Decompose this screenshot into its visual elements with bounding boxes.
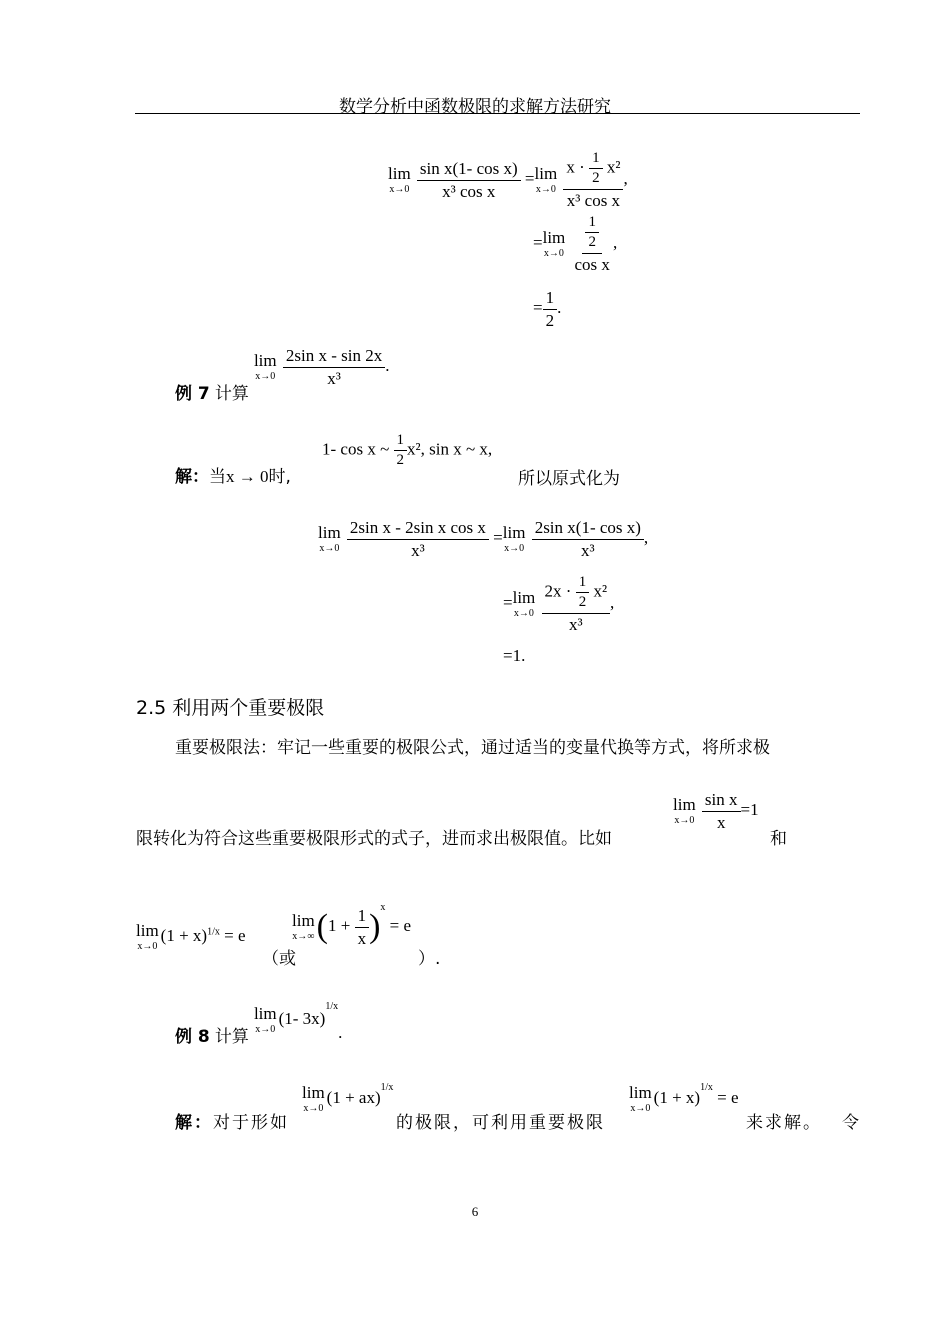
important-limit-e-infinity: lim x→∞ (1 + $\frac{1}{x}$ )$^x$ = e [292,902,412,948]
solution8-form2: lim x→0 $(1 + x)^{1/x} = e$ [629,1082,739,1114]
fraction: $\frac{\text{sin x(1- cos x)}}{\text{x³ cos x}}$ [417,159,521,201]
important-limit-e: lim x→0 $(1 + x)^{1/x} = e$ [136,921,246,952]
solution8-text2: 的极限，可利用重要极限 [396,1113,605,1133]
example8: 例 8 计算 lim x→0 (1- 3x)$^{1/x}$. [175,1001,343,1047]
derivation2-result: =1. [503,646,526,665]
limit-operator: lim x→0 [542,228,566,260]
fraction: $\frac{1}{2}$ [543,288,558,330]
derivation1-line3: = $\frac{1}{2}$ . [533,288,562,330]
solution7-tail: 所以原式化为 [518,469,620,489]
paragraph-or-open: （或 [262,949,296,969]
paragraph-line1: 重要极限法：牢记一些重要的极限公式，通过适当的变量代换等方式，将所求极 [175,738,770,758]
limit-operator: lim x→0 [534,164,558,196]
page-header-title: 数学分析中函数极限的求解方法研究 [339,97,611,117]
derivation2-line2: = lim x→0 2x · $\frac{1}{2}$ x² x³ , [503,574,615,634]
fraction: x · $\frac{1}{2}$ x² x³ cos x [563,150,623,210]
page-number: 6 [471,1204,479,1219]
solution8-form: lim x→0 (1 + ax)$^{1/x}$ [302,1082,394,1114]
solution7-intro: 解：当x → 0时, [175,467,291,487]
solution8-text3: 来求解。 [746,1113,822,1133]
paragraph-line2: 限转化为符合这些重要极限形式的式子，进而求出极限值。比如 [136,829,612,849]
solution7-equivalence: 1- cos x ~ $\frac{1}{2}$ x², sin x ~ x, [322,432,493,469]
example7: 例 7 计算 lim x→0 $\frac{\text{2sin x - sin 2x}}{\text{x³}}$ . [175,346,390,404]
paragraph-or-close: ）. [418,949,441,969]
derivation2-line1: lim x→0 $\frac{\text{2sin x - 2sin x cos x}}{\text{x³}}$ = lim x→0 $\frac{\text{2sin x(1- cos x)}}{\text{x³}}$ , [318,518,649,560]
derivation1-line2: = lim x→0 $\frac{\frac{1}{2}}{\text{cos x}}$ , [533,214,618,274]
limit-operator: lim x→0 [388,164,411,196]
important-limit-sin: lim x→0 $\frac{\text{sin x}}{x}$ =1 [673,790,759,832]
example-label: 例 7 [175,383,210,404]
paragraph-and: 和 [770,829,787,849]
section-heading: 2.5 利用两个重要极限 [136,697,325,719]
header-rule [135,113,860,114]
fraction: $\frac{\frac{1}{2}}{\text{cos x}}$ [574,214,610,274]
solution8-intro: 解：对于形如 [175,1113,289,1133]
derivation1-line1: lim x→0 $\frac{\text{sin x(1- cos x)}}{\text{x³ cos x}}$ = lim x→0 x · $\frac{1}{2}$ x² x³ cos x , [388,150,628,210]
solution8-text4: 令 [842,1113,859,1133]
example-calc: 计算 [214,383,249,404]
